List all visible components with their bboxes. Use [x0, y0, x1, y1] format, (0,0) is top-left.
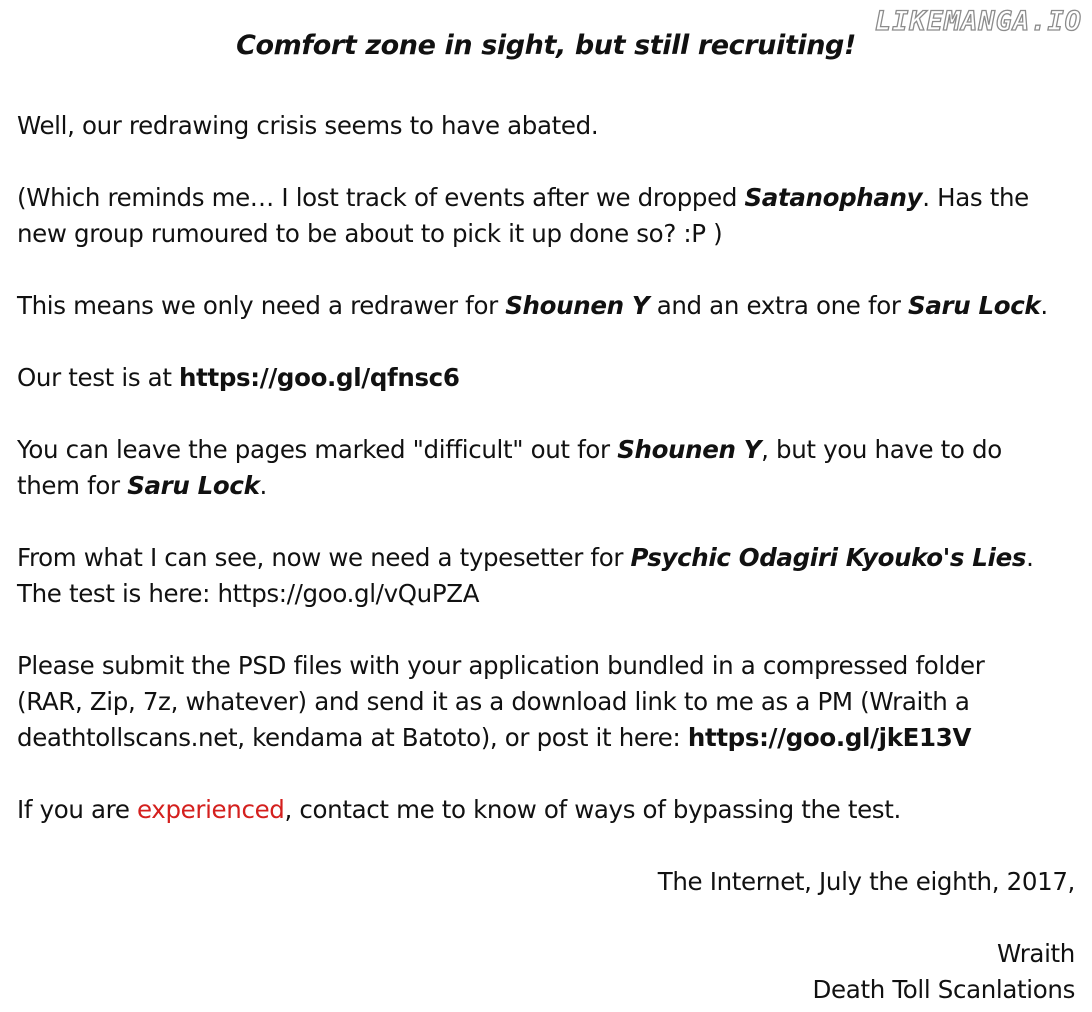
- paragraph-line: [17, 468, 1077, 504]
- text-span: . Has the: [922, 183, 1029, 212]
- paragraph-line: (RAR, Zip, 7z, whatever) and send it as a download link to me as a PM (Wraith a: [17, 687, 970, 716]
- text-span: deathtollscans.net, kendama at Batoto), or post it here:: [17, 723, 688, 752]
- text-span: , but you have to do: [761, 435, 1002, 464]
- text-span: .: [1040, 291, 1048, 320]
- paragraph-redrawer-needed: [17, 288, 1077, 324]
- date-line: The Internet, July the eighth, 2017,: [657, 867, 1075, 896]
- text-span: and an extra one for: [649, 291, 909, 320]
- text-span: .: [1026, 543, 1034, 572]
- paragraph-line: [17, 720, 1077, 756]
- group-name: Death Toll Scanlations: [812, 975, 1075, 1004]
- signoff-date: [658, 864, 1075, 900]
- series-title-saru-lock: Saru Lock: [908, 291, 1041, 320]
- series-title-psychic-odagiri: Psychic Odagiri Kyouko's Lies: [630, 543, 1027, 572]
- paragraph-line: [17, 540, 1077, 576]
- series-title-saru-lock: Saru Lock: [127, 471, 260, 500]
- paragraph-experienced: [17, 792, 1077, 828]
- author-name: Wraith: [996, 939, 1075, 968]
- paragraph-submission-instructions: [17, 648, 1077, 756]
- submission-link[interactable]: https://goo.gl/jkE13V: [687, 723, 972, 752]
- paragraph-text: Well, our redrawing crisis seems to have abated.: [17, 111, 599, 140]
- series-title-satanophany: Satanophany: [744, 183, 923, 212]
- text-span: , contact me to know of ways of bypassing the test.: [284, 795, 901, 824]
- site-watermark: LIKEMANGA.IO: [874, 6, 1082, 37]
- paragraph-test-link: [17, 360, 1077, 396]
- paragraph-line: [17, 180, 1077, 216]
- series-title-shounen-y: Shounen Y: [505, 291, 650, 320]
- typeset-test-link[interactable]: The test is here: https://goo.gl/vQuPZA: [17, 579, 480, 608]
- paragraph-redrawing-crisis: [17, 108, 1077, 144]
- paragraph-typesetter-needed: [17, 540, 1077, 612]
- text-span: This means we only need a redrawer for: [17, 291, 506, 320]
- redraw-test-link[interactable]: https://goo.gl/qfnsc6: [179, 363, 460, 392]
- text-span: (Which reminds me… I lost track of events after we dropped: [17, 183, 745, 212]
- text-span: You can leave the pages marked "difficult" out for: [17, 435, 618, 464]
- highlight-experienced: experienced: [137, 795, 285, 824]
- text-span: Our test is at: [17, 363, 180, 392]
- paragraph-satanophany: [17, 180, 1077, 252]
- paragraph-difficult-pages: [17, 432, 1077, 504]
- signoff-signature: [813, 936, 1075, 1008]
- paragraph-line: Please submit the PSD files with your application bundled in a compressed folder: [17, 651, 985, 680]
- text-span: .: [259, 471, 267, 500]
- text-span: them for: [17, 471, 128, 500]
- series-title-shounen-y: Shounen Y: [617, 435, 762, 464]
- paragraph-line: [17, 432, 1077, 468]
- text-span: From what I can see, now we need a typesetter for: [17, 543, 631, 572]
- text-span: If you are: [17, 795, 138, 824]
- page-title: Comfort zone in sight, but still recruiting!: [236, 30, 856, 61]
- paragraph-line: new group rumoured to be about to pick it up done so? :P ): [17, 219, 723, 248]
